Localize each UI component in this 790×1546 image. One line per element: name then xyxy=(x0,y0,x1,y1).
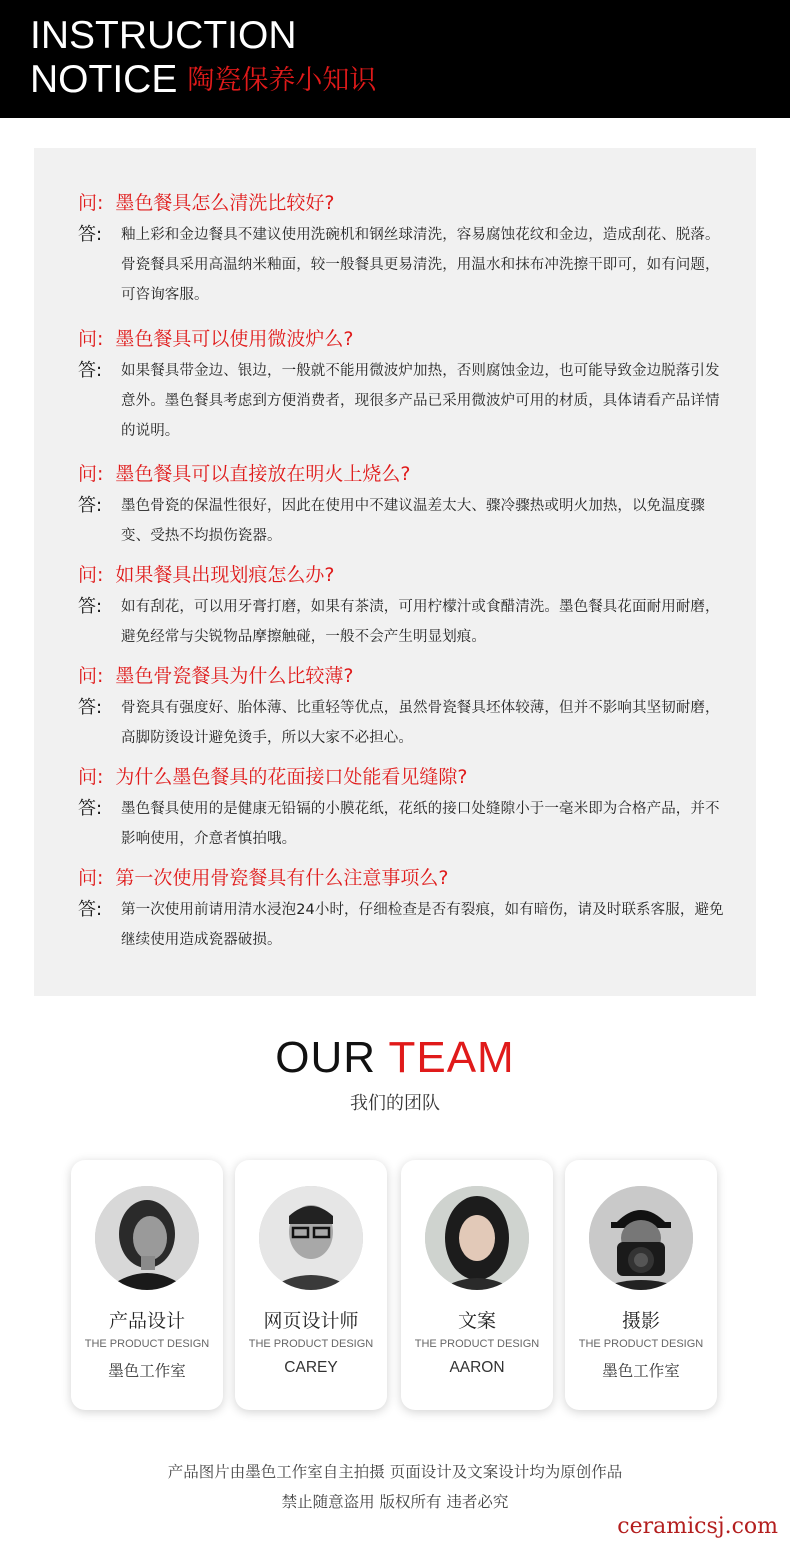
question-tag: 问: xyxy=(78,463,104,485)
header-subtitle-cn: 陶瓷保养小知识 xyxy=(187,65,377,95)
answer-text: 如果餐具带金边、银边，一般就不能用微波炉加热，否则腐蚀金边，也可能导致金边脱落引发意外。墨色餐具考虑到方便消费者，现很多产品已采用微波炉可用的材质，具体请看产品详情的说明。 xyxy=(121,363,720,439)
member-role-en: THE PRODUCT DESIGN xyxy=(578,1338,704,1350)
header-title-notice: NOTICE xyxy=(30,58,178,101)
team-title-our: OUR xyxy=(275,1033,377,1082)
question-text: 墨色餐具可以使用微波炉么? xyxy=(115,328,354,350)
member-avatar-photo xyxy=(589,1186,693,1290)
team-subtitle: 我们的团队 xyxy=(350,1093,440,1114)
answer-tag: 答: xyxy=(78,596,103,617)
team-title-team: TEAM xyxy=(388,1033,515,1082)
member-role-en: THE PRODUCT DESIGN xyxy=(248,1338,374,1350)
answer-text: 如有刮花，可以用牙膏打磨，如果有茶渍，可用柠檬汁或食醋清洗。墨色餐具花面耐用耐磨，避免经常与尖锐物品摩擦触碰，一般不会产生明显划痕。 xyxy=(121,599,720,645)
member-name: CAREY xyxy=(284,1359,338,1376)
faq-answer xyxy=(78,220,728,310)
question-tag: 问: xyxy=(78,192,104,214)
member-role-en: THE PRODUCT DESIGN xyxy=(414,1338,540,1350)
faq-item xyxy=(78,461,728,551)
faq-answer xyxy=(78,592,728,652)
answer-tag: 答: xyxy=(78,798,103,819)
question-text: 墨色餐具怎么清洗比较好? xyxy=(115,192,335,214)
faq-item xyxy=(78,865,728,955)
faq-question xyxy=(78,461,728,487)
faq-item xyxy=(78,190,728,310)
faq-item xyxy=(78,764,728,854)
question-tag: 问: xyxy=(78,766,104,788)
faq-question xyxy=(78,190,728,216)
question-tag: 问: xyxy=(78,328,104,350)
header-title-line1: INSTRUCTION xyxy=(30,14,297,57)
member-role-en: THE PRODUCT DESIGN xyxy=(84,1338,210,1350)
answer-tag: 答: xyxy=(78,697,103,718)
question-text: 第一次使用骨瓷餐具有什么注意事项么? xyxy=(115,867,449,889)
member-avatar-photo xyxy=(95,1186,199,1290)
faq-item xyxy=(78,663,728,753)
member-name: AARON xyxy=(449,1359,505,1376)
answer-text: 墨色骨瓷的保温性很好，因此在使用中不建议温差太大、骤冷骤热或明火加热，以免温度骤变、受热不均损伤瓷器。 xyxy=(121,498,705,544)
member-role: 产品设计 xyxy=(108,1310,185,1332)
member-avatar-photo xyxy=(425,1186,529,1290)
footer-copyright-line1: 产品图片由墨色工作室自主拍摄 页面设计及文案设计均为原创作品 xyxy=(167,1463,623,1481)
answer-tag: 答: xyxy=(78,360,103,381)
team-card xyxy=(565,1160,717,1410)
faq-item xyxy=(78,326,728,446)
faq-answer xyxy=(78,794,728,854)
faq-answer xyxy=(78,491,728,551)
faq-answer xyxy=(78,895,728,955)
team-card xyxy=(401,1160,553,1410)
faq-question xyxy=(78,562,728,588)
faq-answer xyxy=(78,693,728,753)
faq-question xyxy=(78,326,728,352)
faq-question xyxy=(78,764,728,790)
answer-text: 第一次使用前请用清水浸泡24小时，仔细检查是否有裂痕，如有暗伤，请及时联系客服，避免继续使用造成瓷器破损。 xyxy=(121,902,724,948)
team-card xyxy=(71,1160,223,1410)
team-title xyxy=(0,1032,790,1084)
answer-text: 墨色餐具使用的是健康无铅镉的小膜花纸，花纸的接口处缝隙小于一毫米即为合格产品，并不影响使用，介意者慎拍哦。 xyxy=(121,801,720,847)
question-text: 墨色餐具可以直接放在明火上烧么? xyxy=(115,463,411,485)
member-name: 墨色工作室 xyxy=(108,1363,186,1380)
answer-text: 骨瓷具有强度好、胎体薄、比重轻等优点，虽然骨瓷餐具坯体较薄，但并不影响其坚韧耐磨，高脚防烫设计避免烫手，所以大家不必担心。 xyxy=(121,700,720,746)
question-text: 为什么墨色餐具的花面接口处能看见缝隙? xyxy=(115,766,468,788)
question-tag: 问: xyxy=(78,665,104,687)
question-text: 墨色骨瓷餐具为什么比较薄? xyxy=(115,665,354,687)
answer-text: 釉上彩和金边餐具不建议使用洗碗机和钢丝球清洗，容易腐蚀花纹和金边，造成刮花、脱落。骨瓷餐具采用高温纳米釉面，较一般餐具更易清洗，用温水和抹布冲洗擦干即可，如有问题，可咨询客服。 xyxy=(121,227,720,303)
footer-copyright-line2: 禁止随意盗用 版权所有 违者必究 xyxy=(281,1493,509,1511)
faq-answer xyxy=(78,356,728,446)
answer-tag: 答: xyxy=(78,899,103,920)
faq-question xyxy=(78,663,728,689)
header-title-line2 xyxy=(30,58,376,102)
member-avatar-photo xyxy=(259,1186,363,1290)
member-role: 摄影 xyxy=(621,1310,660,1332)
answer-tag: 答: xyxy=(78,495,103,516)
question-text: 如果餐具出现划痕怎么办? xyxy=(115,564,335,586)
question-tag: 问: xyxy=(78,867,104,889)
member-name: 墨色工作室 xyxy=(602,1363,680,1380)
team-card xyxy=(235,1160,387,1410)
question-tag: 问: xyxy=(78,564,104,586)
faq-question xyxy=(78,865,728,891)
member-role: 文案 xyxy=(457,1310,496,1332)
site-watermark: ceramicsj.com xyxy=(617,1514,778,1539)
member-role: 网页设计师 xyxy=(263,1310,359,1332)
faq-panel xyxy=(34,148,756,996)
answer-tag: 答: xyxy=(78,224,103,245)
faq-item xyxy=(78,562,728,652)
header-banner xyxy=(0,0,790,118)
